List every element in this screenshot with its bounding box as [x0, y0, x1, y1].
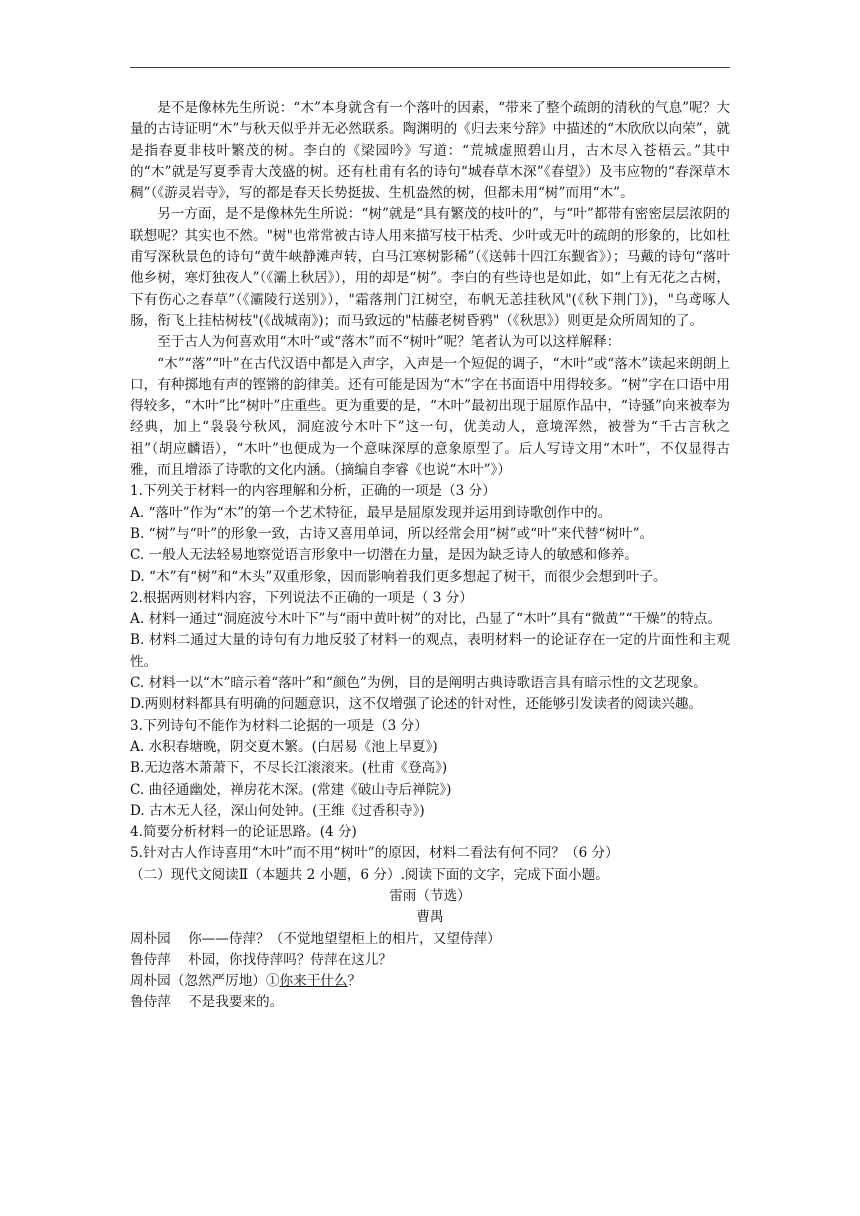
dialogue-text: 不是我要来的。 [188, 994, 284, 1011]
question-2-option-a: A. 材料一通过“洞庭波兮木叶下”与“雨中黄叶树”的对比，凸显了“木叶”具有“微黄”“干燥”的特点。 [130, 611, 721, 628]
question-3: 3.下列诗句不能作为材料二论据的一项是（3 分） [130, 717, 428, 734]
document-body [130, 98, 730, 1014]
section-heading: （二）现代文阅读Ⅱ（本题共 2 小题，6 分）.阅读下面的文字，完成下面小题。 [130, 866, 609, 883]
dialogue-punctuation: ？ [347, 973, 362, 990]
question-2-option-c: C. 材料一以“木”暗示着“落叶”和“颜色”为例，目的是阐明古典诗歌语言具有暗示性的文艺现象。 [130, 675, 707, 692]
speaker-name: 周朴园 [130, 930, 171, 947]
dialogue-line [130, 971, 730, 992]
question-1-option-a: A. “落叶”作为“木”的第一个艺术特征，最早是屈原发现并运用到诗歌创作中的。 [130, 504, 612, 521]
question-marker: ① [265, 973, 280, 990]
dialogue-line [130, 992, 730, 1013]
question-1-option-b: B. “树”与“叶”的形象一致，古诗又喜用单词，所以经常会用“树”或“叶”来代替“树叶”。 [130, 525, 654, 542]
question-3-option-a: A. 水积春塘晚，阴交夏木繁。(白居易《池上早夏》) [130, 738, 438, 755]
question-2-option-b: B. 材料二通过大量的诗句有力地反驳了材料一的观点，表明材料一的论证存在一定的片面性和主观性。 [130, 632, 730, 670]
question-3-option-c: C. 曲径通幽处，禅房花木深。(常建《破山寺后禅院》) [130, 781, 452, 798]
paragraph-1: 是不是像林先生所说：“木”本身就含有一个落叶的因素，“带来了整个疏朗的清秋的气息”呢？大量的古诗证明“木”与秋天似乎并无必然联系。陶渊明的《归去来兮辞》中描述的“木欣欣以向荣”，就是指春夏非枝叶繁茂的树。李白的《梁园吟》写道：“荒城虚照碧山月，古木尽入苍梧云。”其中的“木”就是写夏季青大茂盛的树。还有杜甫有名的诗句“城春草木深”《春望》）及韦应物的“春深草木稠”（《游灵岩寺》，写的都是春天长势挺拔、生机盎然的树，但都未用“树”而用“木”。 [130, 100, 730, 202]
header-rule [130, 67, 730, 68]
dialogue-line [130, 950, 730, 971]
speaker-name: 鲁侍萍 [130, 994, 171, 1011]
question-4: 4.简要分析材料一的论证思路。(4 分) [130, 824, 357, 841]
dialogue-line [130, 929, 730, 950]
paragraph-3: 至于古人为何喜欢用“木叶”或“落木”而不“树叶”呢？笔者认为可以这样解释： [157, 334, 621, 351]
paragraph-2: 另一方面，是不是像林先生所说：“树”就是“具有繁茂的枝叶的”，与“叶”都带有密密层层浓阴的联想呢？其实也不然。"树"也常常被古诗人用来描写枝干枯秃、少叶或无叶的疏朗的形象的，比如杜甫写深秋景色的诗句“黄牛峡静滩声转，白马江寒树影稀”（《送韩十四江东觐省》）；马戴的诗句“落叶他乡树，寒灯独夜人”（《灞上秋居》），用的却是“树”。李白的有些诗也是如此，如“上有无花之古树，下有伤心之春草”（《灞陵行送别》），"霜落荆门江树空，布帆无恙挂秋风"(《秋下荆门》)，"乌鸢啄人肠，衔飞上挂枯树枝"(《战城南》)；而马致远的"枯藤老树昏鸦"（《秋思》）则更是众所周知的了。 [130, 206, 730, 329]
question-2: 2.根据两则材料内容，下列说法不正确的一项是（ 3 分） [130, 589, 473, 606]
speaker-name: 周朴园（忽然严厉地） [130, 973, 266, 990]
paragraph-4: “木”“落”“叶”在古代汉语中都是入声字，入声是一个短促的调子，“木叶”或“落木”读起来朗朗上口，有种掷地有声的铿锵的韵律美。还有可能是因为“木”字在书面语中用得较多。“树”字在口语中用得较多，“木叶”比“树叶”庄重些。更为重要的是，“木叶”最初出现于屈原作品中，“诗骚”向来被奉为经典，加上“袅袅兮秋风，洞庭波兮木叶下”这一句，优美动人，意境浑然，被誉为“千古言秋之祖”（胡应麟语），“木叶”也便成为一个意味深厚的意象原型了。后人写诗文用“木叶”，不仅显得古雅，而且增添了诗歌的文化内涵。（摘编自李睿《也说“木叶”》） [130, 355, 730, 479]
question-2-option-d: D.两则材料都具有明确的问题意识，这不仅增强了论述的针对性，还能够引发读者的阅读兴趣。 [130, 696, 703, 713]
question-1-option-d: D. “木”有“树”和“木头”双重形象，因而影响着我们更多想起了树干，而很少会想到叶子。 [130, 568, 667, 585]
play-author: 曹禺 [416, 909, 444, 926]
question-1-option-c: C. 一般人无法轻易地察觉语言形象中一切潜在力量，是因为缺乏诗人的敏感和修养。 [130, 547, 638, 564]
question-3-option-b: B.无边落木萧萧下，不尽长江滚滚来。(杜甫《登高》) [130, 760, 448, 777]
underlined-dialogue-text: 你来干什么 [279, 973, 348, 990]
speaker-name: 鲁侍萍 [130, 951, 171, 968]
dialogue-text: 朴园，你找侍萍吗？侍萍在这儿？ [188, 951, 392, 968]
dialogue-text: 你——侍萍？（不觉地望望柜上的相片，又望侍萍） [188, 930, 501, 947]
play-title: 雷雨（节选） [389, 887, 471, 904]
question-3-option-d: D. 古木无人径，深山何处钟。(王维《过香积寺》) [130, 802, 425, 819]
question-5: 5.针对古人作诗喜用“木叶”而不用“树叶”的原因，材料二看法有何不同？（6 分） [130, 845, 619, 862]
question-1: 1.下列关于材料一的内容理解和分析，正确的一项是（3 分） [130, 483, 496, 500]
